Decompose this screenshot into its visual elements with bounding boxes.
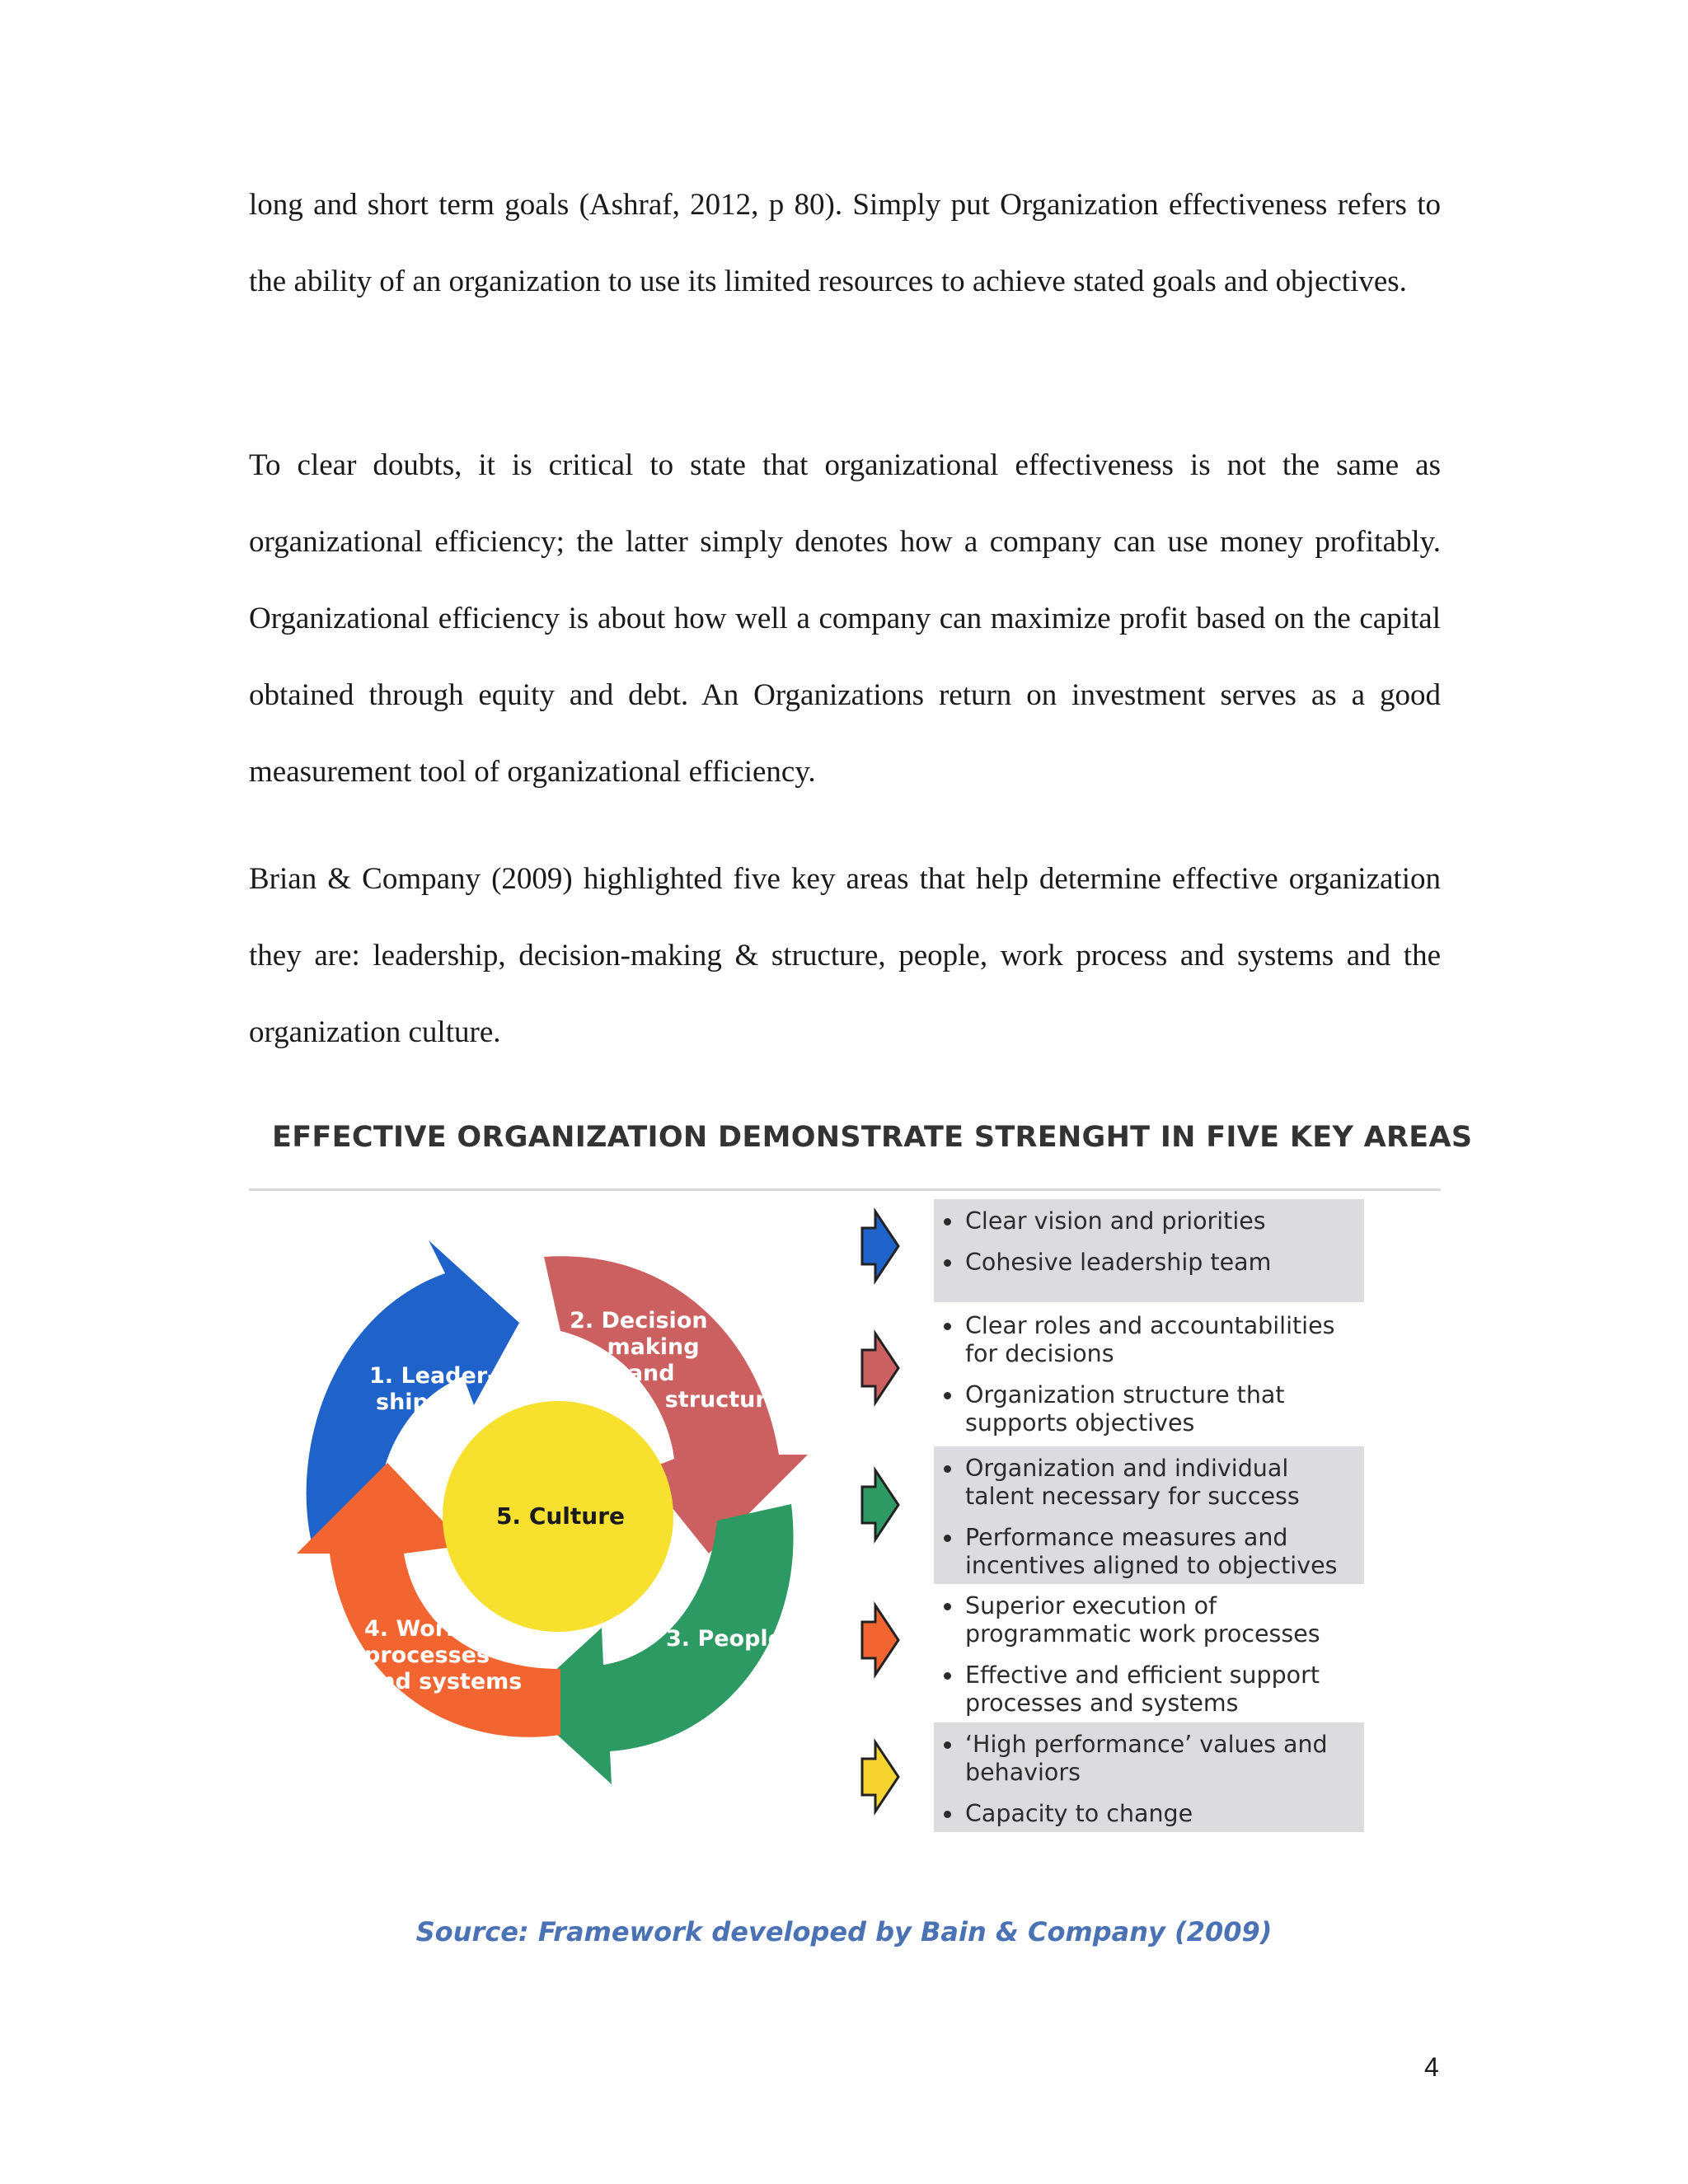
bullet-item: Clear vision and priorities bbox=[940, 1207, 1357, 1235]
people-arrow-icon bbox=[862, 1470, 898, 1540]
figure-source-caption: Source: Framework developed by Bain & Company (2009) bbox=[415, 1916, 1273, 1947]
paragraph-1: long and short term goals (Ashraf, 2012, p 80). Simply put Organization effectiveness refers to the ability of an organization to use its limited resources to achieve stated goals and objectives. bbox=[249, 188, 1441, 298]
work-label-1: 4. Work bbox=[364, 1616, 462, 1642]
bullet-item: Cohesive leadership team bbox=[940, 1249, 1357, 1277]
leadership-label-2: ship bbox=[376, 1390, 429, 1415]
bullet-item: Superior execution of programmatic work processes bbox=[940, 1592, 1357, 1648]
leadership-label-1: 1. Leader- bbox=[369, 1363, 497, 1389]
culture-arrow-icon bbox=[862, 1742, 898, 1811]
work-label-3: and systems bbox=[364, 1669, 523, 1694]
decision-label-2: making bbox=[607, 1334, 700, 1360]
culture-group bbox=[934, 1722, 1364, 1832]
decision-arrow-icon bbox=[862, 1333, 898, 1403]
bullet-item: Organization structure that supports objectives bbox=[940, 1381, 1357, 1437]
decision-label-1: 2. Decision bbox=[570, 1308, 708, 1333]
figure-title: EFFECTIVE ORGANIZATION DEMONSTRATE STRENGHT IN FIVE KEY AREAS bbox=[272, 1121, 1473, 1154]
bullet-item: Performance measures and incentives aligned to objectives bbox=[940, 1524, 1357, 1580]
cycle-diagram bbox=[280, 1207, 849, 1801]
svg-text:4. Work processes bbox=[364, 1616, 522, 1694]
work-arrow-icon bbox=[862, 1605, 898, 1675]
people-label: 3. People bbox=[666, 1626, 783, 1652]
work-group bbox=[934, 1584, 1364, 1722]
paragraph-3: Brian & Company (2009) highlighted five key areas that help determine effective organization they are: leadership, decision-making & structure, people, work process and systems and the organization culture. bbox=[249, 862, 1441, 1049]
paragraph-2: To clear doubts, it is critical to state that organizational effectiveness is not the same as organizational efficiency; the latter simply denotes how a company can use money profitably. Organizational efficiency is about how well a company can maximize profit based on the capital obtained through equity and debt. An Organizations return on investment serves as a good measurement tool of organizational efficiency. bbox=[249, 448, 1441, 789]
page-number: 4 bbox=[1424, 2052, 1439, 2082]
leadership-group bbox=[934, 1199, 1364, 1302]
bullet-item: Organization and individual talent necessary for success bbox=[940, 1455, 1357, 1511]
svg-text:2. Decision making bbox=[570, 1308, 781, 1413]
leadership-arrow-icon bbox=[862, 1212, 898, 1281]
bullet-item: Clear roles and accountabilities for decisions bbox=[940, 1312, 1357, 1368]
bullet-item: Capacity to change bbox=[940, 1800, 1357, 1828]
decision-group bbox=[934, 1304, 1364, 1444]
decision-label-4: structure bbox=[664, 1387, 781, 1413]
decision-label-3: and bbox=[627, 1361, 675, 1386]
culture-label: 5. Culture bbox=[495, 1502, 626, 1530]
bullet-item: Effective and efficient support processes and systems bbox=[940, 1661, 1357, 1718]
svg-text:3. People bbox=[666, 1626, 783, 1652]
people-group bbox=[934, 1446, 1364, 1584]
figure-divider bbox=[249, 1188, 1441, 1191]
bullet-item: ‘High performance’ values and behaviors bbox=[940, 1731, 1357, 1787]
work-label-2: processes bbox=[364, 1643, 490, 1668]
arrow-column bbox=[857, 1195, 907, 1846]
